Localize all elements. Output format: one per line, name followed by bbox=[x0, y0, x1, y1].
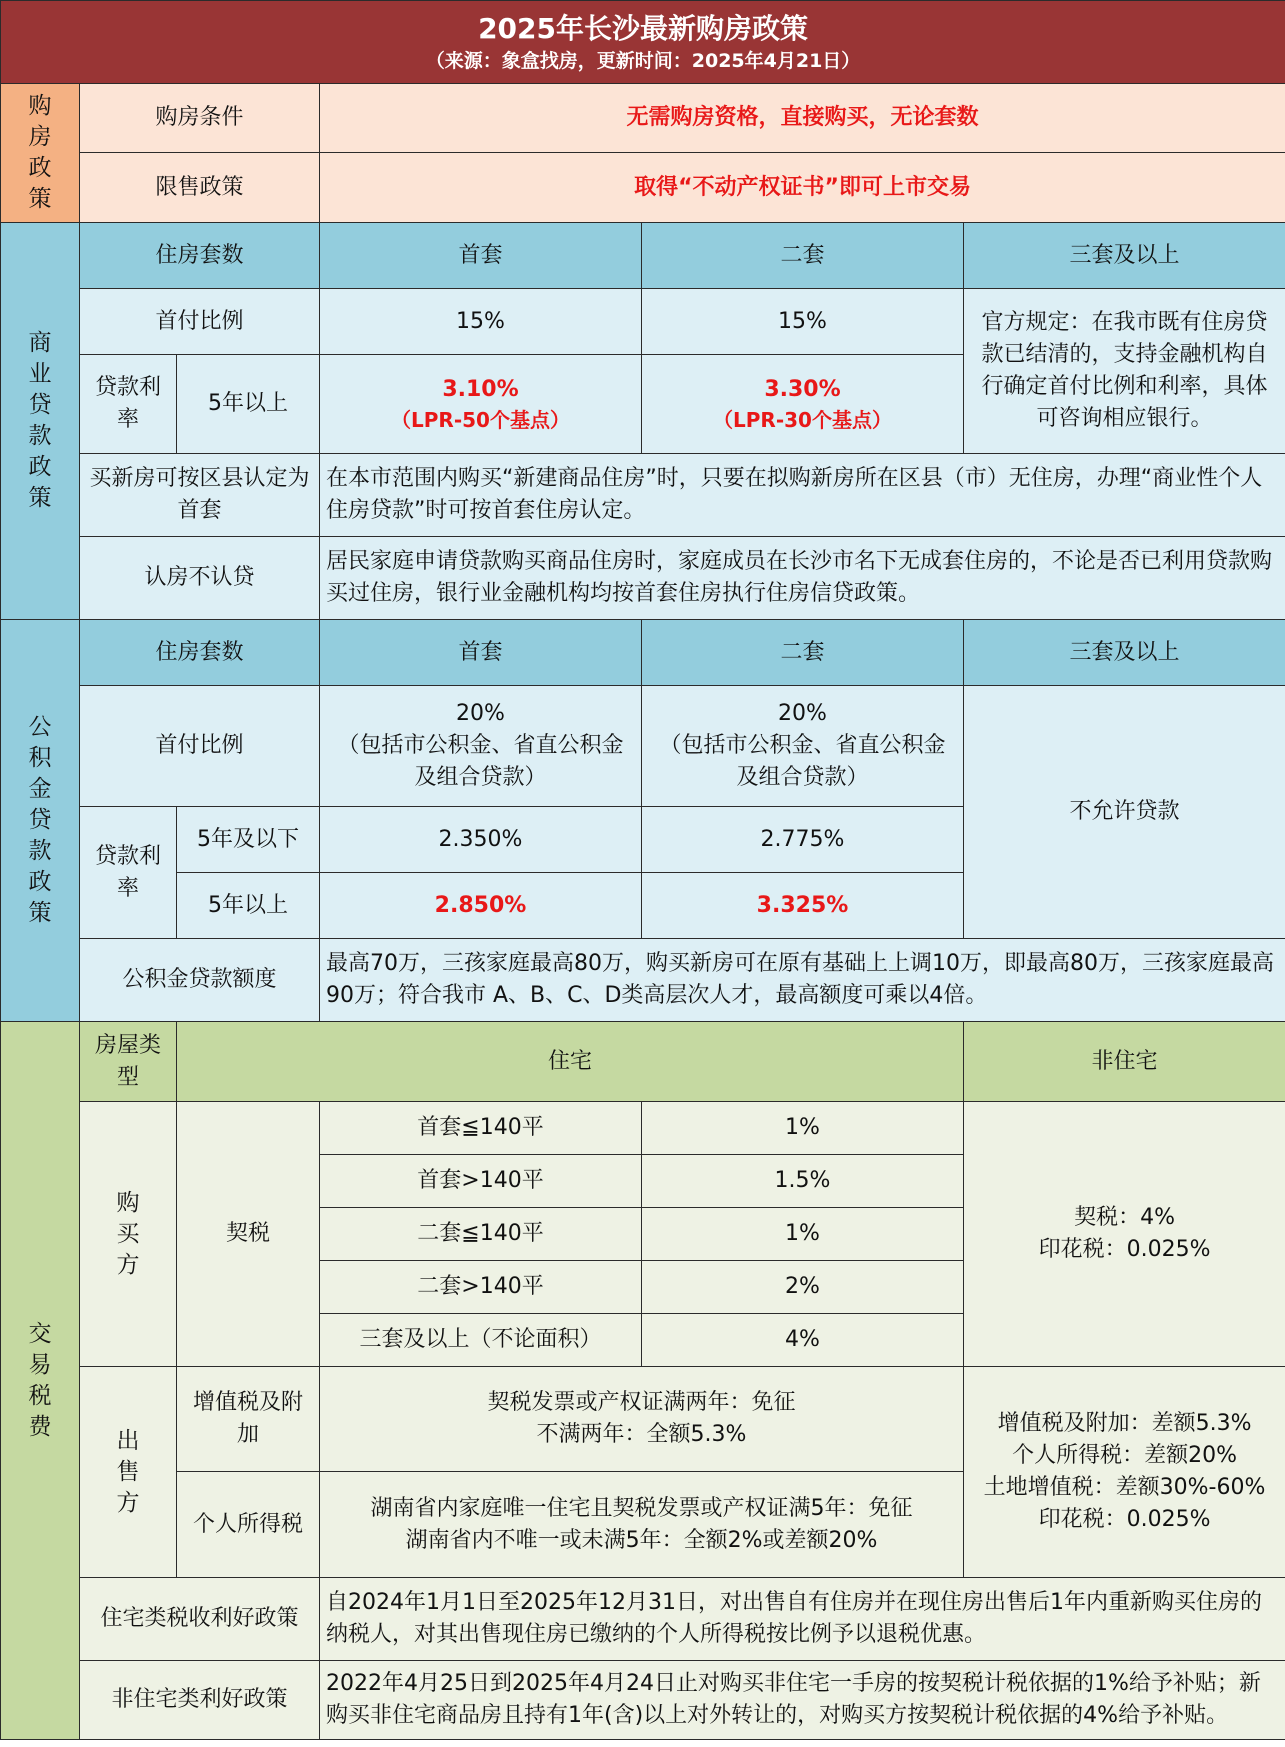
commercial-col-third: 三套及以上 bbox=[964, 223, 1285, 289]
new-home-first-value: 在本市范围内购买“新建商品住房”时，只要在拟购新房所在区县（市）无住房，办理“商业性个人住房贷款”时可按首套住房认定。 bbox=[320, 454, 1285, 537]
commercial-down-second: 15% bbox=[642, 289, 964, 355]
house-not-loan-value: 居民家庭申请贷款购买商品住房时，家庭成员在长沙市名下无成套住房的，不论是否已利用贷款购买过住房，银行业金融机构均按首套住房执行住房信贷政策。 bbox=[320, 537, 1285, 620]
pf-third-value: 不允许贷款 bbox=[964, 686, 1285, 939]
pf-rate-long-second: 3.325% bbox=[642, 873, 964, 939]
pf-rate-long-first: 2.850% bbox=[320, 873, 642, 939]
residential-header: 住宅 bbox=[177, 1022, 964, 1102]
non-res-buyer-tax: 契税：4% 印花税：0.025% bbox=[964, 1102, 1285, 1367]
new-home-first-label: 买新房可按区县认定为首套 bbox=[80, 454, 320, 537]
commercial-rate-label: 贷款利率 bbox=[80, 355, 177, 454]
commercial-col-first: 首套 bbox=[320, 223, 642, 289]
pit-value: 湖南省内家庭唯一住宅且契税发票或产权证满5年：免征 湖南省内不唯一或未满5年：全额2%或差额20% bbox=[320, 1472, 964, 1578]
page-header bbox=[1, 1, 1285, 84]
deed-cond: 首套≦140平 bbox=[320, 1102, 642, 1155]
commercial-rate-second: 3.30% （LPR-30个基点） bbox=[642, 355, 964, 454]
pf-term-long: 5年以上 bbox=[177, 873, 320, 939]
purchase-policy-side-label: 购 房 政 策 bbox=[1, 84, 80, 223]
vat-value: 契税发票或产权证满两年：免征 不满两年：全额5.3% bbox=[320, 1367, 964, 1472]
page-subtitle: （来源：象盒找房，更新时间：2025年4月21日） bbox=[425, 50, 861, 72]
pf-limit-value: 最高70万，三孩家庭最高80万，购买新房可在原有基础上上调10万，即最高80万，三孩家庭最高90万；符合我市 A、B、C、D类高层次人才，最高额度可乘以4倍。 bbox=[320, 939, 1285, 1022]
pf-col-second: 二套 bbox=[642, 620, 964, 686]
pf-rate-short-second: 2.775% bbox=[642, 807, 964, 873]
pf-col-first: 首套 bbox=[320, 620, 642, 686]
pf-limit-label: 公积金贷款额度 bbox=[80, 939, 320, 1022]
buyer-label: 购 买 方 bbox=[80, 1102, 177, 1367]
resale-policy-value: 取得“不动产权证书”即可上市交易 bbox=[320, 153, 1285, 223]
pf-col-third: 三套及以上 bbox=[964, 620, 1285, 686]
commercial-rate-first: 3.10% （LPR-50个基点） bbox=[320, 355, 642, 454]
non-res-seller-tax: 增值税及附加：差额5.3% 个人所得税：差额20% 土地增值税：差额30%-60% 印花税：0.025% bbox=[964, 1367, 1285, 1578]
deed-rate: 2% bbox=[642, 1261, 964, 1314]
deed-cond: 首套>140平 bbox=[320, 1155, 642, 1208]
commercial-rate-term: 5年以上 bbox=[177, 355, 320, 454]
house-type-label: 房屋类型 bbox=[80, 1022, 177, 1102]
nonres-benefit-label: 非住宅类利好政策 bbox=[80, 1661, 320, 1740]
pf-down-second: 20% （包括市公积金、省直公积金 及组合贷款） bbox=[642, 686, 964, 807]
pf-col-label: 住房套数 bbox=[80, 620, 320, 686]
purchase-conditions-label: 购房条件 bbox=[80, 84, 320, 153]
commercial-down-first: 15% bbox=[320, 289, 642, 355]
pf-rate-short-first: 2.350% bbox=[320, 807, 642, 873]
pf-down-first: 20% （包括市公积金、省直公积金 及组合贷款） bbox=[320, 686, 642, 807]
pit-label: 个人所得税 bbox=[177, 1472, 320, 1578]
res-benefit-value: 自2024年1月1日至2025年12月31日，对出售自有住房并在现住房出售后1年内重新购买住房的纳税人，对其出售现住房已缴纳的个人所得税按比例予以退税优惠。 bbox=[320, 1578, 1285, 1661]
pf-down-payment-label: 首付比例 bbox=[80, 686, 320, 807]
deed-cond: 二套≦140平 bbox=[320, 1208, 642, 1261]
resale-policy-label: 限售政策 bbox=[80, 153, 320, 223]
page-title: 2025年长沙最新购房政策 bbox=[478, 12, 808, 45]
non-residential-header: 非住宅 bbox=[964, 1022, 1285, 1102]
commercial-down-payment-label: 首付比例 bbox=[80, 289, 320, 355]
deed-cond: 三套及以上（不论面积） bbox=[320, 1314, 642, 1367]
deed-tax-label: 契税 bbox=[177, 1102, 320, 1367]
pf-term-short: 5年及以下 bbox=[177, 807, 320, 873]
nonres-benefit-value: 2022年4月25日到2025年4月24日止对购买非住宅一手房的按契税计税依据的1%给予补贴；新购买非住宅商品房且持有1年(含)以上对外转让的，对购买方按契税计税依据的4%给予补贴。 bbox=[320, 1661, 1285, 1740]
commercial-third-note: 官方规定：在我市既有住房贷款已结清的，支持金融机构自行确定首付比例和利率，具体可咨询相应银行。 bbox=[964, 289, 1285, 454]
commercial-col-label: 住房套数 bbox=[80, 223, 320, 289]
deed-rate: 4% bbox=[642, 1314, 964, 1367]
purchase-conditions-value: 无需购房资格，直接购买，无论套数 bbox=[320, 84, 1285, 153]
seller-label: 出 售 方 bbox=[80, 1367, 177, 1578]
deed-rate: 1% bbox=[642, 1208, 964, 1261]
deed-cond: 二套>140平 bbox=[320, 1261, 642, 1314]
transaction-tax-side-label: 交 易 税 费 bbox=[1, 1022, 80, 1740]
provident-fund-side-label: 公 积 金 贷 款 政 策 bbox=[1, 620, 80, 1022]
commercial-col-second: 二套 bbox=[642, 223, 964, 289]
commercial-loan-side-label: 商 业 贷 款 政 策 bbox=[1, 223, 80, 620]
deed-rate: 1% bbox=[642, 1102, 964, 1155]
deed-rate: 1.5% bbox=[642, 1155, 964, 1208]
res-benefit-label: 住宅类税收利好政策 bbox=[80, 1578, 320, 1661]
house-not-loan-label: 认房不认贷 bbox=[80, 537, 320, 620]
pf-rate-label: 贷款利率 bbox=[80, 807, 177, 939]
vat-label: 增值税及附加 bbox=[177, 1367, 320, 1472]
